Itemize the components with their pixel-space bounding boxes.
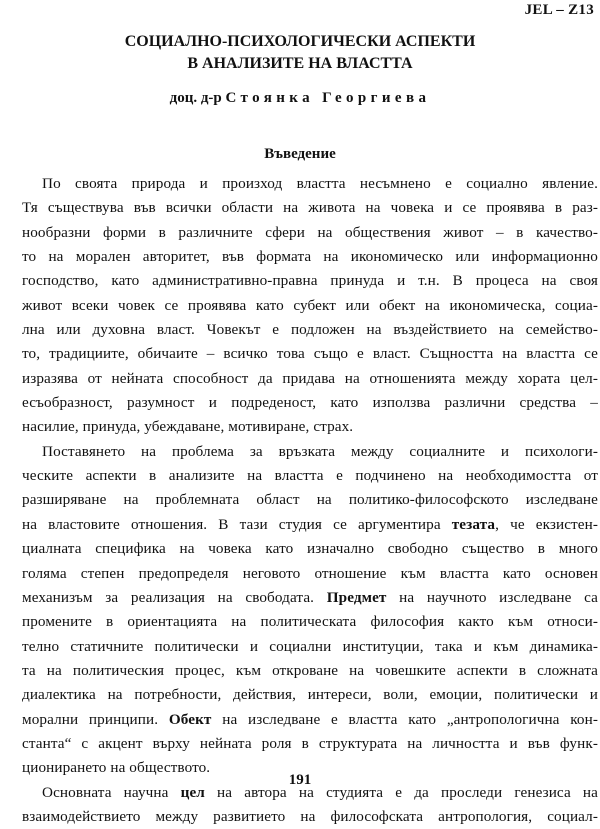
paragraph-2-line: [22, 708, 598, 732]
inline-text: на властовите отношения. В тази студия се аргументира: [22, 515, 452, 533]
article-title-line-1: СОЦИАЛНО-ПСИХОЛОГИЧЕСКИ АСПЕКТИ: [124, 33, 476, 50]
paragraph-2-line: станта“ с акцент върху нейната роля в структурата на личността и във функ-: [22, 734, 598, 752]
paragraph-1-line: насилие, принуда, убеждаване, мотивиране, страх.: [22, 418, 354, 436]
inline-text: на изследване е властта като „антропологична кон-: [211, 710, 599, 728]
paragraph-1-line: то на морален авторитет, във формата на икономическо или информационно: [22, 248, 598, 266]
inline-text: , че екзистен-: [495, 515, 598, 533]
paragraph-3-line: взаимодействието между развитието на философската антропология, социал-: [22, 807, 598, 825]
paragraph-2-line: телно статичните политически и социални институции, така и към динамика-: [22, 637, 598, 655]
inline-text: Основната научна: [42, 783, 181, 801]
keyword-subject: Предмет: [326, 588, 387, 606]
body-text: [22, 172, 598, 829]
paragraph-2-line: ческите аспекти в анализите на властта е подчинено на необходимостта от: [22, 467, 598, 485]
author-name: Стоянка Георгиева: [225, 90, 431, 106]
jel-code: JEL – Z13: [524, 2, 594, 18]
paragraph-2-line: разширяване на проблемната област на политико-философското изследване: [22, 491, 598, 509]
inline-text: на научното изследване са: [386, 588, 598, 606]
page-number: 191: [288, 772, 312, 788]
paragraph-2-line: голяма степен предопределя неговото отношение към властта като основен: [22, 564, 598, 582]
section-heading: Въведение: [264, 146, 336, 162]
paragraph-1-line: Тя съществува във всички области на живота на човека и се проявява в раз-: [22, 199, 598, 217]
paragraph-1-line: По своята природа и произход властта несъмнено е социално явление.: [42, 175, 598, 192]
paragraph-1-line: господство, като административно-правна принуда и т.н. В процеса на своя: [22, 272, 598, 290]
keyword-object: Обект: [168, 710, 212, 728]
paragraph-1-line: лна или духовна власт. Човекът е подложен на въздействието на семейство-: [22, 321, 598, 339]
paragraph-2-line: [22, 586, 598, 610]
paragraph-1-line: то, традициите, обичаите – всичко това също е власт. Същността на властта се: [22, 345, 598, 363]
author-prefix: доц. д-р: [169, 90, 222, 106]
inline-text: морални принципи.: [22, 710, 169, 728]
paragraph-2-line: циалната специфика на човека като изначално свободно същество в много: [22, 540, 598, 558]
paragraph-2-line: ционирането на обществото.: [22, 759, 211, 777]
paragraph-1-line: изразява от нейната способност да придава на отношенията между хората цел-: [22, 369, 598, 387]
paragraph-2-line: Поставянето на проблема за връзката между социалните и психологи-: [42, 442, 598, 460]
paragraph-2-line: [22, 513, 598, 537]
keyword-goal: цел: [180, 783, 205, 801]
paragraph-2-line: та на политическия процес, към откроване на човешките аспекти в сложната: [22, 661, 598, 679]
paragraph-2-line: диалектика на потребности, действия, интереси, воли, емоции, политически и: [22, 686, 598, 704]
author-line: [0, 90, 600, 107]
keyword-thesis: тезата: [451, 515, 496, 533]
inline-text: на автора на студията е да проследи генезиса на: [204, 783, 598, 801]
paragraph-1-line: живот всеки човек се проявява като субект или обект на икономическа, социа-: [22, 296, 598, 314]
paragraph-1-line: нообразни форми в различните сфери на обществения живот – в качество-: [22, 223, 598, 241]
article-title-line-2: В АНАЛИЗИТЕ НА ВЛАСТТА: [187, 55, 413, 72]
paragraph-2-line: промените в ориентацията на политическата философия както към относи-: [22, 613, 598, 631]
paragraph-1-line: есъобразност, разумност и подреденост, като използва различни средства –: [22, 394, 598, 412]
inline-text: механизъм за реализация на свободата.: [22, 588, 327, 606]
